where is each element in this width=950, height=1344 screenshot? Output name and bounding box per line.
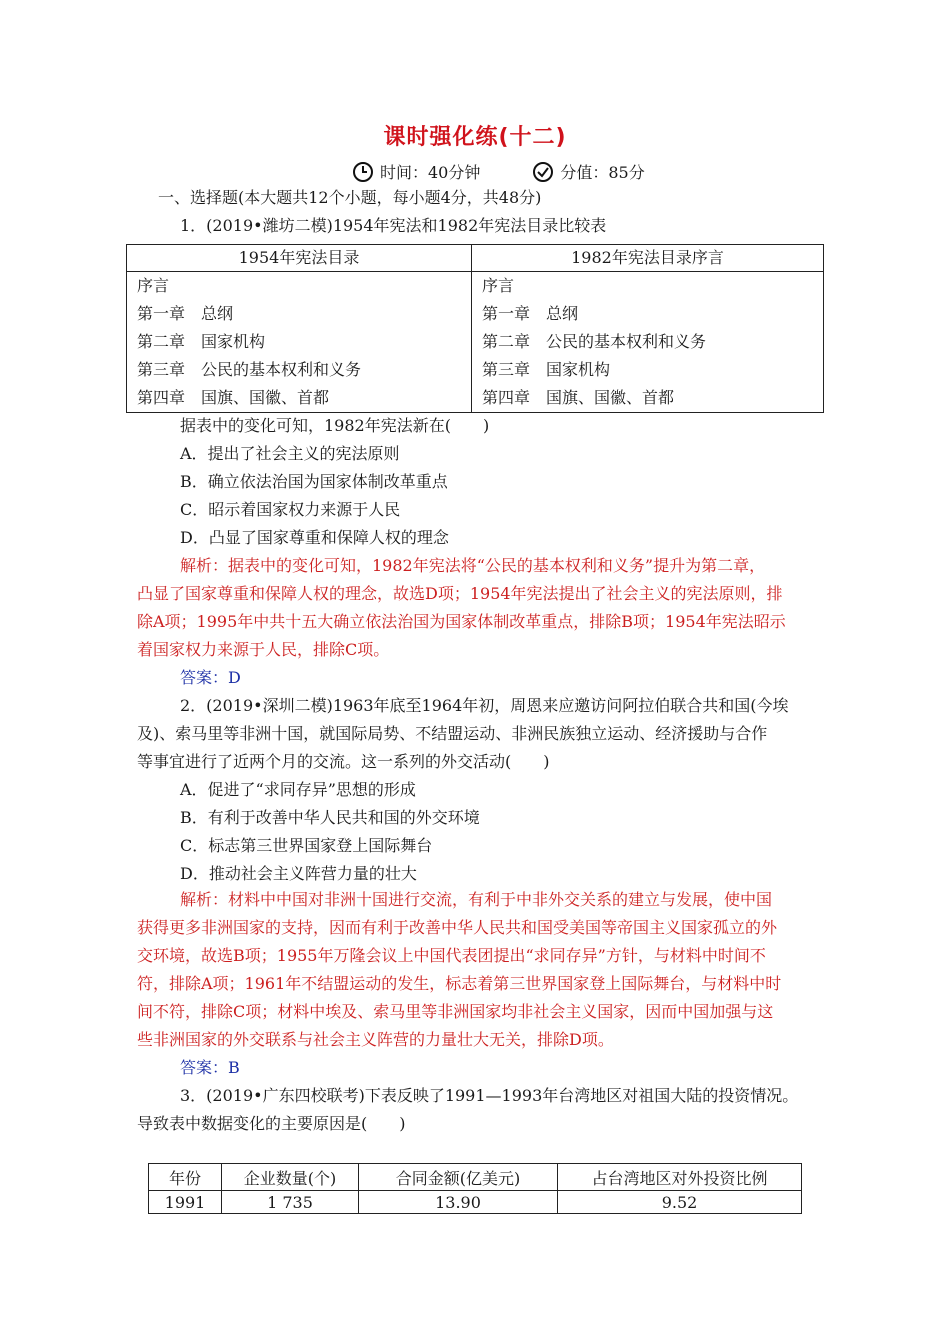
q1-analysis-line: 解析：据表中的变化可知，1982年宪法将“公民的基本权利和义务”提升为第二章， <box>180 556 766 575</box>
q1-stem: 1．(2019•潍坊二模)1954年宪法和1982年宪法目录比较表 <box>180 216 607 235</box>
table-cell: 第三章 国家机构 <box>482 360 611 379</box>
q1-table-header: 1954年宪法目录 <box>127 245 472 272</box>
table-cell: 13.90 <box>359 1191 558 1214</box>
q1-table-col-1982 <box>472 272 824 413</box>
q1-table-header: 1982年宪法目录序言 <box>472 245 824 272</box>
q2-analysis-line: 解析：材料中中国对非洲十国进行交流，有利于中非外交关系的建立与发展，使中国 <box>180 890 773 909</box>
q1-option-d: D．凸显了国家尊重和保障人权的理念 <box>180 528 449 547</box>
check-circle-icon <box>532 161 554 183</box>
q1-analysis-line: 着国家权力来源于人民，排除C项。 <box>137 640 390 659</box>
q1-comparison-table <box>126 244 824 413</box>
q3-stem-line: 3．(2019•广东四校联考)下表反映了1991—1993年台湾地区对祖国大陆的投资情况。 <box>180 1086 799 1105</box>
table-cell: 第四章 国旗、国徽、首都 <box>137 388 330 407</box>
q1-analysis-line: 凸显了国家尊重和保障人权的理念，故选D项；1954年宪法提出了社会主义的宪法原则，排 <box>137 584 783 603</box>
q1-table-col-1954 <box>127 272 472 413</box>
q2-stem-line: 等事宜进行了近两个月的交流。这一系列的外交活动( ) <box>137 752 550 771</box>
table-cell: 第四章 国旗、国徽、首都 <box>482 388 675 407</box>
table-row <box>149 1191 802 1214</box>
time-limit: 时间：40分钟 <box>380 163 481 182</box>
q1-option-a: A．提出了社会主义的宪法原则 <box>180 444 400 463</box>
q1-question: 据表中的变化可知，1982年宪法新在( ) <box>180 416 490 435</box>
page-title: 课时强化练(十二) <box>383 125 567 150</box>
q2-analysis-line: 些非洲国家的外交联系与社会主义阵营的力量壮大无关，排除D项。 <box>137 1030 614 1049</box>
q1-analysis-line: 除A项；1995年中共十五大确立依法治国为国家体制改革重点，排除B项；1954年宪法昭示 <box>137 612 786 631</box>
q2-analysis-line: 交环境，故选B项；1955年万隆会议上中国代表团提出“求同存异”方针，与材料中时间不 <box>137 946 766 965</box>
exam-meta <box>352 160 645 183</box>
table-cell: 1991 <box>149 1191 222 1214</box>
section-heading: 一、选择题(本大题共12个小题，每小题4分，共48分) <box>158 188 542 207</box>
table-header: 企业数量(个) <box>222 1164 359 1191</box>
q3-stem-line: 导致表中数据变化的主要原因是( ) <box>137 1114 406 1133</box>
table-cell: 序言 <box>137 276 170 295</box>
score-total: 分值：85分 <box>560 163 645 182</box>
q2-analysis-line: 获得更多非洲国家的支持，因而有利于改善中华人民共和国受美国等帝国主义国家孤立的外 <box>137 918 778 937</box>
clock-icon <box>352 161 374 183</box>
table-header: 占台湾地区对外投资比例 <box>558 1164 802 1191</box>
table-cell: 1 735 <box>222 1191 359 1214</box>
table-cell: 9.52 <box>558 1191 802 1214</box>
table-cell: 第三章 公民的基本权利和义务 <box>137 360 362 379</box>
table-cell: 第一章 总纲 <box>482 304 579 323</box>
table-cell: 第二章 国家机构 <box>137 332 266 351</box>
q2-answer: 答案：B <box>180 1058 240 1077</box>
q2-stem-line: 2．(2019•深圳二模)1963年底至1964年初，周恩来应邀访问阿拉伯联合共和国(今埃 <box>180 696 789 715</box>
table-header: 合同金额(亿美元) <box>359 1164 558 1191</box>
table-cell: 序言 <box>482 276 515 295</box>
q2-option-d: D．推动社会主义阵营力量的壮大 <box>180 864 417 883</box>
q2-stem-line: 及)、索马里等非洲十国，就国际局势、不结盟运动、非洲民族独立运动、经济援助与合作 <box>137 724 768 743</box>
q1-option-b: B．确立依法治国为国家体制改革重点 <box>180 472 448 491</box>
q2-option-a: A．促进了“求同存异”思想的形成 <box>180 780 416 799</box>
q1-option-c: C．昭示着国家权力来源于人民 <box>180 500 401 519</box>
q3-investment-table <box>148 1163 802 1214</box>
q1-answer: 答案：D <box>180 668 241 687</box>
table-header: 年份 <box>149 1164 222 1191</box>
q2-analysis-line: 符，排除A项；1961年不结盟运动的发生，标志着第三世界国家登上国际舞台，与材料中时 <box>137 974 782 993</box>
q2-analysis-line: 间不符，排除C项；材料中埃及、索马里等非洲国家均非社会主义国家，因而中国加强与这 <box>137 1002 774 1021</box>
q2-option-b: B．有利于改善中华人民共和国的外交环境 <box>180 808 480 827</box>
q2-option-c: C．标志第三世界国家登上国际舞台 <box>180 836 433 855</box>
table-cell: 第一章 总纲 <box>137 304 234 323</box>
table-cell: 第二章 公民的基本权利和义务 <box>482 332 707 351</box>
